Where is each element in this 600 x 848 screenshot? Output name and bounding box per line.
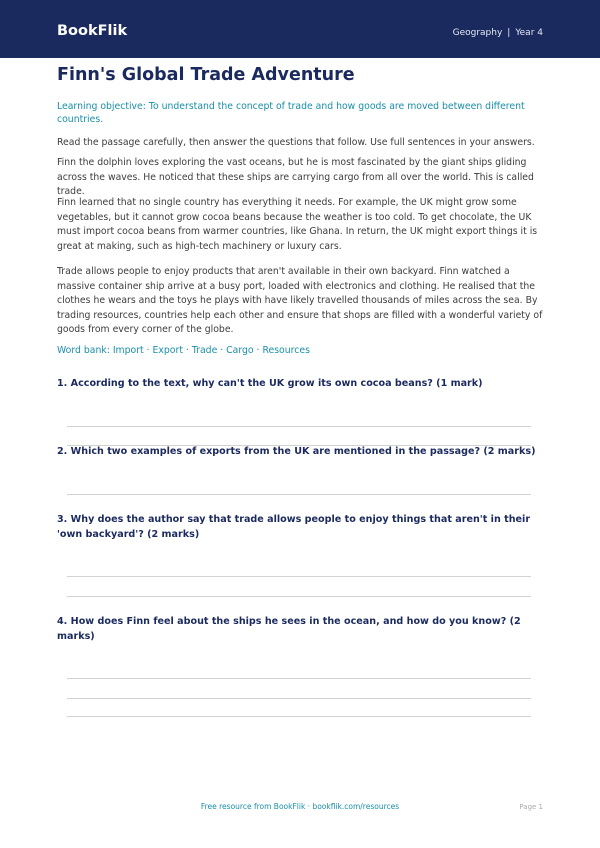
footer-resource-link[interactable]: Free resource from BookFlik · bookflik.com/resources [200, 802, 400, 811]
answer-line[interactable] [67, 426, 531, 427]
passage-paragraph-1: Finn the dolphin loves exploring the vast oceans, but he is most fascinated by the giant ships gliding across the waves. He noticed that these ships are carrying cargo from all over the world. This is called trade. [57, 157, 534, 198]
learning-objective: Learning objective: To understand the concept of trade and how goods are moved between different countries. [57, 101, 525, 125]
passage-paragraph-3: Trade allows people to enjoy products that aren't available in their own backyard. Finn watched a massive container ship arrive at a busy port, loaded with electronics and clothing. He realised that the clothes he wears and the toys he plays with have likely travelled thousands of miles across the sea. By trading resources, countries help each other and ensure that shops are filled with a wonderful variety of goods from every corner of the globe. [57, 266, 543, 336]
question-4: 4. How does Finn feel about the ships he sees in the ocean, and how do you know? (2 marks) [57, 616, 521, 642]
instructions-text: Read the passage carefully, then answer the questions that follow. Use full sentences in your answers. [57, 137, 535, 148]
answer-line[interactable] [67, 698, 531, 699]
answer-line[interactable] [67, 678, 531, 679]
page-number: Page 1 [519, 803, 543, 811]
question-2: 2. Which two examples of exports from the UK are mentioned in the passage? (2 marks) [57, 446, 536, 457]
subject-label: Geography [452, 28, 503, 38]
year-label: Year 4 [515, 28, 543, 38]
question-3: 3. Why does the author say that trade allows people to enjoy things that aren't in their 'own backyard'? (2 marks) [57, 514, 531, 540]
subject-year-label [453, 28, 543, 38]
passage-paragraph-2: Finn learned that no single country has everything it needs. For example, the UK might grow some vegetables, but it cannot grow cocoa beans because the weather is too cold. To get chocolate, the UK must import cocoa beans from warmer countries, like Ghana. In return, the UK might export things it is great at making, such as high-tech machinery or luxury cars. [57, 197, 538, 252]
question-1: 1. According to the text, why can't the UK grow its own cocoa beans? (1 mark) [57, 378, 483, 389]
meta-separator: | [507, 28, 511, 38]
answer-line[interactable] [67, 596, 531, 597]
page-header [0, 0, 600, 58]
answer-line[interactable] [67, 494, 531, 495]
answer-line[interactable] [67, 716, 531, 717]
answer-line[interactable] [67, 576, 531, 577]
page-title: Finn's Global Trade Adventure [57, 65, 355, 85]
brand-logo[interactable]: BookFlik [57, 23, 128, 39]
word-bank: Word bank: Import · Export · Trade · Cargo · Resources [57, 345, 310, 356]
